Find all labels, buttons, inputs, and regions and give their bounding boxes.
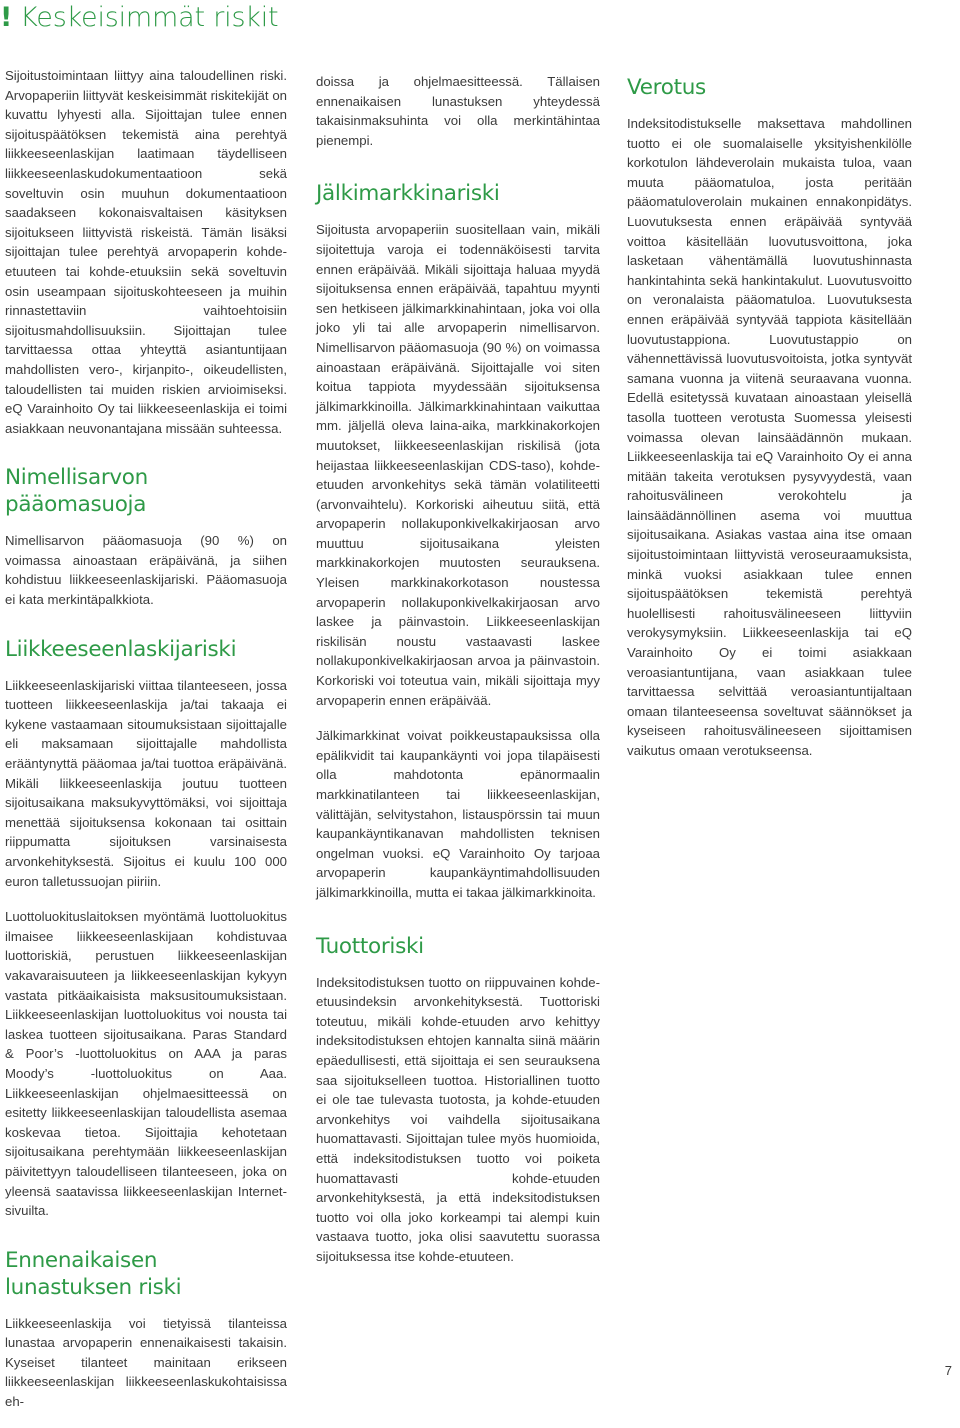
intro-paragraph: Sijoitustoimintaan liittyy aina taloudellinen riski. Arvopaperiin liittyvät keskeisimmät riskitekijät on kuvattu lyhyesti alla. Sijoittajan tulee ennen sijoituspäätöksen tekemistä aina perehtyä liikkeeseenlaskijan laatimaan täydelliseen liikkeeseenlaskudokumentaatioon sekä soveltuvin osin muuhun dokumentaatioon saadakseen kokonaisvaltaisen käsityksen sijoitukseen liittyvistä riskeistä. Tämän lisäksi sijoittajan tulee perehtyä arvopaperin kohde-etuuteen tai kohde-etuuksiin sekä soveltuvin osin useampaan sijoituskohteeseen ja muihin rinnastettaviin vaihtoehtoisiin sijoitusmahdollisuuksiin. Sijoittajan tulee tarvittaessa ottaa yhteyttä asiantuntijaan mahdollisten vero-, kirjanpito-, oikeudellisten, taloudellisten tai muiden riskien arvioimiseksi. eQ Varainhoito Oy tai liikkeeseenlaskija ei toimi asiakkaan neuvonantajana missään suhteessa. [5,68,287,436]
issuer-risk-paragraph-1: Liikkeeseenlaskijariski viittaa tilanteeseen, jossa tuotteen liikkeeseenlaskija ja/tai takaaja ei kykene vastaamaan sitoumuksistaan sijoittajalle eli maksamaan sijoittajalle mahdollista erääntynyttä pääomaa ja/tai tuottoa eräpäivänä. Mikäli liikkeeseenlaskija joutuu tuotteen sijoitusaikana maksukyvyttömäksi, voi sijoittaja menettää sijoituksensa kokonaan tai osittain riippumatta sijoituksen varsinaisesta arvonkehityksestä. Sijoitus ei kuulu 100 000 euron talletussuojan piiriin. [5,677,287,889]
page-title [0,2,278,33]
column-1 [5,66,287,1428]
early-redemption-paragraph: Liikkeeseenlaskija voi tietyissä tilanteissa lunastaa arvopaperin ennenaikaisesti takaisin. Kyseiset tilanteet mainitaan erikseen liikkeeseenlaskijan liikkeeseenlaskukohtaisissa eh- [5,1315,287,1410]
return-risk-paragraph: Indeksitodistuksen tuotto on riippuvainen kohde-etuusindeksin arvonkehityksestä. Tuottoriski toteutuu, mikäli kohde-etuuden arvo kehittyy indeksitodistuksen ehtojen kannalta siinä määrin epäedullisesti, että sijoittaja ei sen seurauksena saa sijoitukselleen tuottoa. Historiallinen tuotto ei ole tae tulevasta tuotosta, ja kohde-etuuden arvonkehitys voi vaihdella sijoitusaikana huomattavasti. Sijoittajan tulee myös huomioida, että indeksitodistuksen tuotto voi poiketa huomattavasti kohde-etuuden arvonkehityksestä, ja että indeksitodistuksen tuotto voi olla joko korkeampi tai alempi kuin vastaava tuotto, joka olisi saavutettu suorassa sijoituksessa itse kohde-etuuteen. [316,974,600,1264]
secondary-market-paragraph-1: Sijoitusta arvopaperiin suositellaan vain, mikäli sijoitettuja varoja ei todennäköisesti tarvita ennen eräpäivää. Mikäli sijoittaja haluaa myydä sijoituksensa ennen eräpäivää, tapahtuu myynti sen hetkiseen jälkimarkkinahintaan, joka voi olla joko yli tai alle arvopaperin nimellisarvon. Nimellisarvon pääomasuoja (90 %) on voimassa ainoastaan eräpäivänä. Sijoittajalle voi siten koitua tappiota myydessään sijoituksensa jälkimarkkinoilla. Jälkimarkkinahintaan vaikuttaa mm. jäljellä oleva laina-aika, markkinakorkojen muutokset, liikkeeseenlaskijan riskilisä (jota heijastaa liikkeeseenlaskijan CDS-taso), kohde-etuuden arvonkehitys sekä tämän volatiliteetti (arvonvaihtelu). Korkoriski aiheutuu siitä, että arvopaperin nollakuponkivelkakirjaosan arvo muuttuu sijoitusaikana yleisten markkinakorkojen muutosten seurauksena. Yleisen markkinakorkotason noustessa arvopaperin nollakuponkivelkakirjaosan arvo laskee ja päinvastoin. Liikkeeseenlaskijan riskilisän noustu vastaavasti laskee nollakuponkivelkakirjaosan arvoa ja päinvastoin. Korkoriski voi toteutua vain, mikäli sijoittaja myy arvopaperin ennen eräpäivää. [316,222,600,708]
taxation-paragraph: Indeksitodistukselle maksettava mahdollinen tuotto ei ole suomalaiselle yksityishenkilölle korkotulon lähdeverolain mukaista tuloa, vaan muuta pääomatuloa, josta peritään pääomatuloverolain mukainen ennakonpidätys. Luovutuksesta ennen eräpäivää syntyvää voittoa käsitellään luovutusvoittona, joka lasketaan vähentämällä luovutushinnasta hankintahinta sekä hankintakulut. Luovutusvoitto on veronalaista pääomatuloa. Luovutuksesta ennen eräpäivää syntyvää tappiota käsitellään luovutustappiona. Luovutustappio on vähennettävissä luovutusvoitoista, jotka syntyvät samana vuonna ja viitenä seuraavana vuonna. Edellä esitetyssä kuvataan ainoastaan yleisellä tasolla tuotteen verotusta Suomessa yleisesti voimassa olevan lainsäädännön mukaan. Liikkeeseenlaskija tai eQ Varainhoito Oy ei anna mitään takeita verotuksen pysyvyydestä, vaan rahoitusvälineen verokohtelu ja lainsäädännöllinen asema voi muuttua sijoitusaikana. Asiakas vastaa aina itse omaan sijoitustoimintaan liittyvistä veroseuraamuksista, minkä vuoksi asiakkaan tulee ennen sijoituspäätöksen tekemistä perehtyä huolellisesti rahoitusvälineeseen liittyviin verokysymyksiin. Liikkeeseenlaskija tai eQ Varainhoito Oy ei toimi asiakkaan veroasiantuntijana, vaan asiakkaan tulee tarvittaessa selvittää veroasiantuntijaltaan omaan tilanteeseensa soveltuvat säännökset ja kyseiseen rahoitusvälineeseen sijoittamisen vaikutus omaan verotukseensa. [627,116,912,758]
heading-capital-protection: Nimellisarvon pääomasuoja [5,465,148,518]
heading-issuer-risk: Liikkeeseenlaskijariski [5,636,237,662]
column-2 [316,72,600,1282]
heading-taxation: Verotus [627,75,706,100]
column-3 [627,74,912,777]
title-exclamation-mark: ! [0,2,13,33]
secondary-market-paragraph-2: Jälkimarkkinat voivat poikkeustapauksissa olla epälikvidit tai kaupankäynti voi jopa tilapäisesti olla mahdotonta epänormaalin markkinatilanteen tai liikkeeseenlaskijan, välittäjän, selvitystahon, listauspörssin tai muun kaupankäyntikanavan mahdollisten teknisen ongelman vuoksi. eQ Varainhoito Oy tarjoaa arvopaperin kaupankäyntimahdollisuuden jälkimarkkinoilla, mutta ei takaa jälkimarkkinoita. [316,728,600,900]
heading-early-redemption-risk: Ennenaikaisen lunastuksen riski [5,1247,182,1300]
heading-return-risk: Tuottoriski [316,933,424,959]
page-number: 7 [944,1363,952,1378]
issuer-risk-paragraph-2: Luottoluokituslaitoksen myöntämä luottoluokitus ilmaisee liikkeeseenlaskijaan kohdistuvaa luottoriskiä, perustuen liikkeeseenlaskijan vakavaraisuuteen ja liikkeeseenlaskijan kykyyn vastata pitkäaikaisista maksusitoumuksistaan. Liikkeeseenlaskijan luottoluokitus voi nousta tai laskea tuotteen sijoitusaikana. Paras Standard & Poor’s -luottoluokitus on AAA ja paras Moody’s -luottoluokitus on Aaa. Liikkeeseenlaskijan ohjelmaesitteessä on esitetty liikkeeseenlaskijan taloudellista asemaa koskevaa tietoa. Sijoittajia kehotetaan sijoitusaikana perehtymään liikkeeseenlaskijan päivitettyyn taloudelliseen tilanteeseen, joka on yleensä saatavissa liikkeeseenlaskijan Internet-sivuilta. [5,909,287,1219]
early-redemption-continued-paragraph: doissa ja ohjelmaesitteessä. Tällaisen ennenaikaisen lunastuksen yhteydessä takaisinmaksuhinta voi olla merkintähintaa pienempi. [316,74,600,148]
heading-secondary-market-risk: Jälkimarkkinariski [316,181,500,207]
title-text: Keskeisimmät riskit [20,2,279,33]
capital-protection-paragraph: Nimellisarvon pääomasuoja (90 %) on voimassa ainoastaan eräpäivänä, ja siihen kohdistuu liikkeeseenlaskijariski. Pääomasuoja ei kata merkintäpalkkiota. [5,533,287,608]
